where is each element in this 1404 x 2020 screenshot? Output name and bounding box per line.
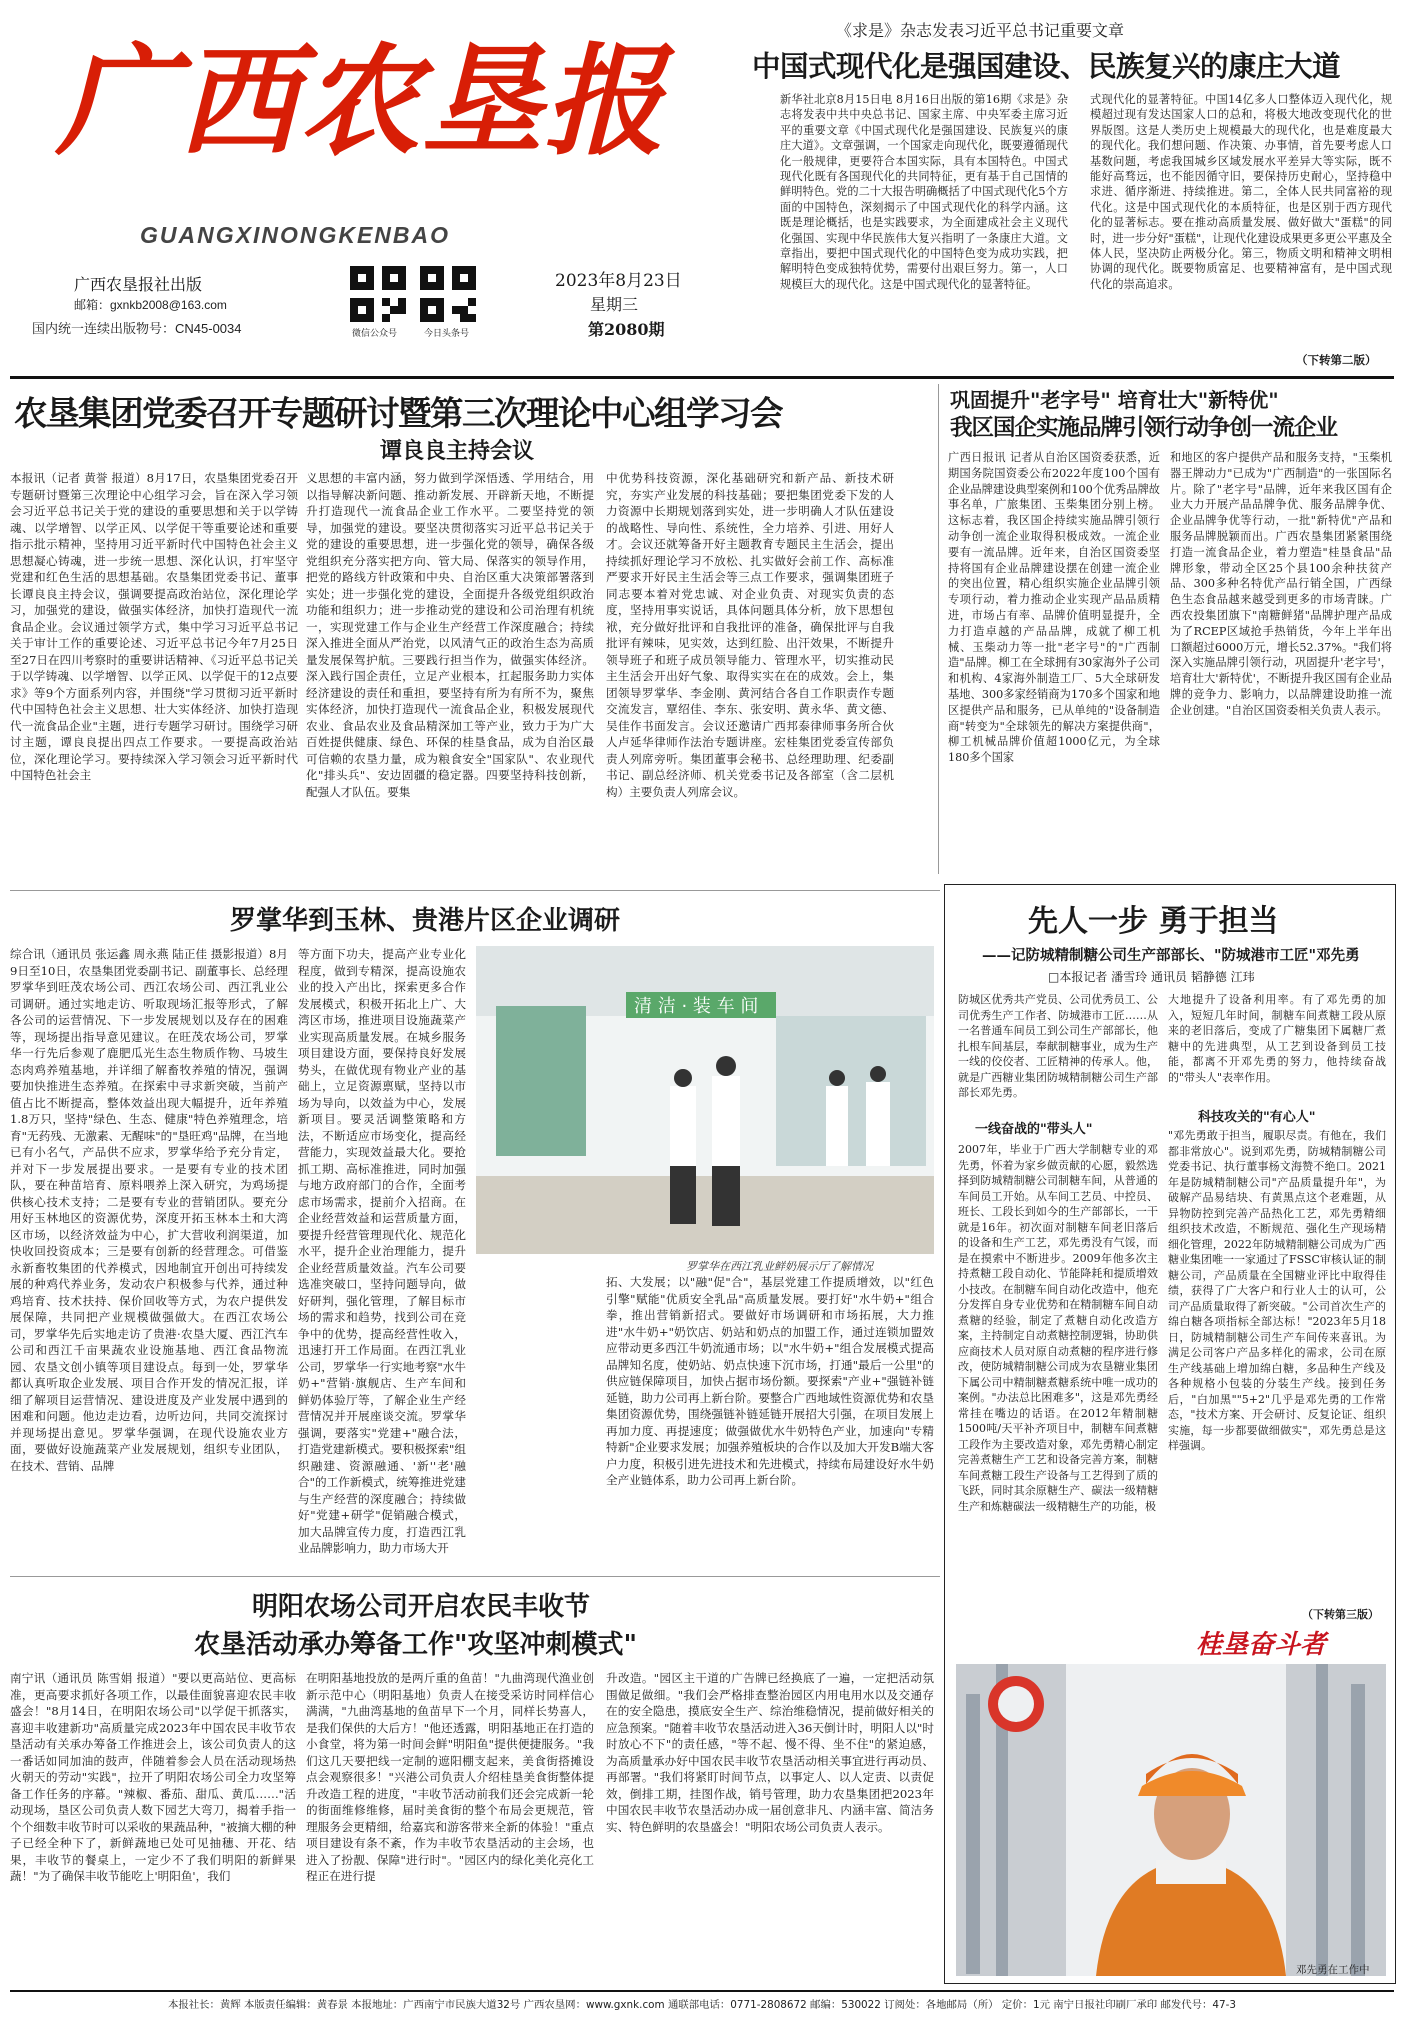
lead-col2: 式现代化的显著特征。中国14亿多人口整体迈入现代化，规模超过现有发达国家人口的总和，将极大地改变现代化的世界版图。这是人类历史上规模最大的现代化，也是难度最大的现代化。我们想问题、作决策、办事情，首先要考虑人口基数问题，考虑我国城乡区域发展水平差异大等实际，既不能好高骛远，也不能因循守旧，要保持历史耐心，坚持稳中求进、循序渐进、持续推进。第二，全体人民共同富裕的现代化。这是中国式现代化的本质特征，也是区别于西方现代化的显著标志。要在推动高质量发展、做好做大"蛋糕"的同时，进一步分好"蛋糕"，让现代化建设成果更多更公平惠及全体人民，坚决防止两极分化。第三，物质文明和精神文明相协调的现代化。既要物质富足、也要精神富有，是中国式现代化的崇高追求。 [1090,93,1392,291]
issue-date: 2023年8月23日 [555,271,682,291]
photo-worker-icon [956,1664,1386,1976]
a1-subhead: 谭良良主持会议 [380,438,535,464]
a1-col2: 义思想的丰富内涵，努力做到学深悟透、学用结合，用以指导解决新问题、推动新发展、开辟新天地，不断提升打造现代一流食品企业工作水平。二要坚持党的领导，加强党的建设。要坚决贯彻落实习近平总书记关于党的建设的重要思想，进一步强化党的领导，确保各级党组织充分落实把方向、管大局、保落实的领导作用，把党的路线方针政策和中央、自治区重大决策部署落到实处；进一步强化党的建设，全面提升各级党组织政治功能和组织力；进一步推动党的建设和公司治理有机统一，实现党建工作与企业生产经营工作深度融合；持续深入推进全面从严治党，以风清气正的政治生态为高质量发展保驾护航。三要践行担当作为，做强实体经济。深入践行国企责任，立足产业根本，扛起服务助力实体经济建设的责任和重担，要坚持有所为有所不为，聚焦实体经济，加快打造现代一流食品企业，积极发展现代农业、食品农业及食品精深加工等产业，致力于为广大百姓提供健康、绿色、环保的桂垦食品，成为自治区最可信赖的农垦力量，成为粮食安全"国家队"、农业现代化"排头兵"、安边固疆的稳定器。四要坚持科技创新，配强人才队伍。要集 [306,471,594,799]
a2-subhead: 我区国企实施品牌引领行动争创一流企业 [950,415,1338,441]
a3-headline[interactable]: 罗掌华到玉林、贵港片区企业调研 [230,906,621,936]
a4-subhead: ——记防城精制糖公司生产部部长、"防城港市工匠"邓先勇 [982,947,1360,964]
a5-headline-1[interactable]: 明阳农场公司开启农民丰收节 [252,1592,591,1622]
a3-col3: 拓、大发展；以"融"促"合"，基层党建工作提质增效，以"红色引擎"赋能"优质安全乳品"高质量发展。要打好"水牛奶+"组合拳，推出营销新招式。要做好市场调研和市场拓展，大力推进"水牛奶+"奶饮店、奶站和奶点的加盟工作，通过连锁加盟效应带动更多西江牛奶流通市场；以"水牛奶+"组合发展模式提高品牌知名度，使奶站、奶点快速下沉市场，打通"最后一公里"的供应链保障项目，加快占据市场份额。要探索"产业+"强链补链延链，助力公司再上新台阶。要整合广西地域性资源优势和农垦集团资源优势，围绕强链补链延链开展招大引强，在项目发展上再加力度、再提速度；做强做优水牛奶特色产业，加速向"专精特新"企业要求发展；加强养殖板块的合作以及加大开发B端大客户力度，积极引进先进技术和先进模式，持续布局建设好水牛奶全产业链体系，助力公司再上新台阶。 [606,1275,934,1487]
email: 邮箱：gxnkb2008@163.com [74,298,227,312]
a4-continued[interactable]: （下转第三版） [1302,1608,1379,1621]
svg-text:清 洁 · 装 车 间: 清 洁 · 装 车 间 [634,996,759,1017]
a4-col1: 2007年，毕业于广西大学制糖专业的邓先勇，怀着为家乡做贡献的心愿，毅然选择到防城精制糖公司制糖车间，从普通的车间员工开始。从车间工艺员、中控员、班长、工段长到如今的生产部部长，一干就是16年。初次面对制糖车间老旧落后的设备和生产工艺，邓先勇没有气馁，而是在摸索中不断进步。2009年他多次主持煮糖工段自动化、节能降耗和提质增效小技改。在制糖车间自动化改造中，他充分发挥自身专业优势和在精制糖车间自动煮糖的经验，制定了煮糖自动化改造方案，主持制定自动煮糖控制逻辑，协助供应商技术人员对原自动煮糖的程序进行修改，使防城精制糖公司成为农垦糖业集团下属公司中精制糖煮糖系统中唯一成功的案例。"办法总比困难多"，这是邓先勇经常挂在嘴边的话语。在2012年精制糖1500吨/天平补齐项目中，制糖车间煮糖工段作为主要改造对象，邓先勇精心制定完善煮糖生产工艺和设备完善方案，制糖车间煮糖工段生产设备与工艺得到了质的飞跃，同时其余原糖生产、碳法一级精糖生产和炼糖碳法一级精糖生产的功能，极 [958,1143,1158,1513]
issue-number: 第2080期 [588,320,665,339]
a5-col3: 升改造。"园区主干道的广告牌已经换底了一遍，一定把活动氛围做足做细。"我们会严格排查整治园区内用电用水以及交通存在的安全隐患，摸底安全生产、综治维稳情况，提前做好相关的应急预案。"随着丰收节农垦活动进入36天倒计时，明阳人以"时时放心不下"的责任感，"等不起、慢不得、坐不住"的紧迫感，为高质量承办好中国农民丰收节农垦活动相关事宜进行再动员、再部署。"我们将紧盯时间节点，以事定人、以人定责、以责促效，倒排工期，挂图作战，销号管理，助力农垦集团把2023年中国农民丰收节农垦活动办成一届创意非凡、内涵丰富、简洁务实、特色鲜明的农垦盛会！"明阳农场公司负责人表示。 [606,1671,934,1834]
a4-col2: "邓先勇敢于担当，履职尽责。有他在，我们都非常放心"。说到邓先勇，防城精制糖公司党委书记、执行董事杨文海赞不绝口。2021年是防城精制糖公司"产品质量提升年"，为破解产品易结块、有黄黑点这个老难题，从异物防控到完善产品热化工艺，邓先勇精细组织技术改造，不断规范、强化生产现场精细化管理，2022年防城精制糖公司成为广西糖业集团唯一一家通过了FSSC审核认证的制糖公司，产品质量在全国糖业评比中取得佳绩，获得了广大客户和行业人士的认可，公司产品质量取得了新突破。"公司首次生产的绵白糖各项指标全部达标！"2023年5月18日，防城精制糖公司生产车间传来喜讯。为满足公司客户产品多样化的需求，公司在原生产线基础上增加绵白糖，多品种生产线及各种规格小包装的分装生产线。接到任务后，"白加黑""5+2"几乎是邓先勇的工作常态，"技术方案、开会研讨、反复论证、组织实施，每一步都要做细做实"，邓先勇总是这样强调。 [1168,1129,1386,1452]
qr-code-icon [420,266,476,322]
lead-headline[interactable]: 中国式现代化是强国建设、民族复兴的康庄大道 [752,50,1341,83]
a4-subheading-2: 科技攻关的"有心人" [1198,1110,1316,1125]
a1-col3: 中优势科技资源，深化基础研究和新产品、新技术研究，夯实产业发展的科技基础；要把集团党委下发的人力资源中长期规划落到实处，进一步明确人才队伍建设的战略性、导向性、系统性，全力培养、引进、用好人才。会议还就筹备开好主题教育专题民主生活会，提出持续抓好理论学习不放松、扎实做好会前工作、高标准严要求开好民主生活会等三点工作要求，强调集团班子同志要本着对党忠诚、对企业负责、对现实负责的态度，坚持用事实说话，具体问题具体分析，放下思想包袱，充分做好批评和自我批评的准备，确保批评与自我批评有辣味，见实效，达到红脸、出汗效果，不断提升领导班子和班子成员领导能力、管理水平，切实推动民主生活会开出好气象、取得实实在在的成效。会上，集团领导罗掌华、李金刚、黄河结合各自工作职责作专题交流发言，覃绍佳、李东、张安明、黄永华、黄文德、吴佳作书面发言。会议还邀请广西邦泰律师事务所合伙人卢延华律师作法治专题讲座。宏桂集团党委宣传部负责人列席旁听。集团董事会秘书、总经理助理、纪委副书记、副总经济师、机关党委书记及各部室（含二层机构）主要负责人列席会议。 [606,471,894,799]
qr-wechat[interactable] [350,266,406,322]
lead-continued[interactable]: （下转第二版） [1296,353,1377,367]
h-rule-lower [10,1576,940,1577]
a2-headline[interactable]: 巩固提升"老字号" 培育壮大"新特优" [950,388,1279,412]
a4-column-logo: 桂垦奋斗者 [1196,1630,1327,1660]
a3-col2b [298,1274,598,1564]
a3-col1: 综合讯（通讯员 张运鑫 周永燕 陆正佳 摄影报道）8月9日至10日，农垦集团党委副书记、副董事长、总经理罗掌华到旺茂农场公司、西江农场公司、西江乳业公司调研。通过实地走访、听取现场汇报等形式，了解各公司的运营情况、下一步发展规划以及存在的困难等，现场提出指导意见建议。在旺茂农场公司，罗掌华一行先后参观了鹿肥瓜光生态生物质作物、马坡生态肉鸡养殖基地，并详细了解畜牧养殖的情况，强调要加快推进生态养殖。在探索中寻求新突破，当前产值占比不断提高，整体效益出现大幅提升，近年养殖1.8万只，坚持"绿色、生态、健康"特色养殖理念，培育"无药残、无激素、无醒味"的"垦旺鸡"品牌，在当地已有小名气，产品供不应求，罗掌华给予充分肯定，并对下一步发展提出要求。一是要有专业的技术团队，要在种苗培育、原料喂养上深入研究，为鸡场提供核心技术支持；二是要有专业的营销团队。要充分用好玉林地区的资源优势，深度开拓玉林本土和大湾区市场，以经济效益为中心，扩大营收利润渠道，加快收回投资成本；三是要有创新的经营理念。可借鉴永新畜牧集团的代养模式，因地制宜开创出可持续发展的种鸡代养业务，发动农户积极参与代养，通过种鸡培育、技术扶持、保价回收等方式，为农户提供发展保障，共同把产业规模做强做大。在西江农场公司，罗掌华先后实地走访了贵港·农垦大厦、西江汽车公司和西江千亩果蔬农业设施基地、西江食品物流园、农垦文创小镇等项目建设点。每到一处，罗掌华都认真听取企业发展、项目合作开发的情况汇报，详细了解项目运营情况、建设进度及产业发展中遇到的困难和问题。他边走边看，边听边问，共同交流探讨并现场提出意见。罗掌华强调，在现代设施农业方面，要做好设施蔬菜产业发展规划，组织专业团队，在技术、营销、品牌 [10,947,288,1473]
a4-subheading-1: 一线奋战的"带头人" [975,1122,1093,1137]
qr-code-icon [350,266,406,322]
photo-visit-icon [476,946,934,1254]
issue-weekday: 星期三 [590,295,639,314]
a4-intro-left: 防城区优秀共产党员、公司优秀员工、公司优秀生产工作者、防城港市工匠……从一名普通车间员工到公司生产部部长，他扎根车间基层，奉献制糖事业，成为生产一线的佼佼者、工匠精神的传承人。他，就是广西糖业集团防城精制糖公司生产部部长邓先勇。 [958,993,1158,1099]
a4-headline[interactable]: 先人一步 勇于担当 [1028,904,1279,939]
a4-photo[interactable] [956,1664,1386,1976]
footer-rule [10,1990,1394,1992]
masthead-rule [10,376,1394,379]
a3-photo-caption: 罗掌华在西江乳业鲜奶展示厅了解情况 [686,1260,873,1273]
a1-col1: 本报讯（记者 黄誉 报道）8月17日，农垦集团党委召开专题研讨暨第三次理论中心组学习会，旨在深入学习领会习近平总书记关于党的建设的重要思想和关于以学铸魂、以学增智、以学正风、以学促干等重要论述和重要指示批示精神，坚持用习近平新时代中国特色社会主义思想凝心铸魂，进一步统一思想、深化认识，打牢坚守党建和红色生活的思想基础。农垦集团党委书记、董事长谭良良主持会议，强调要提高政治站位，深化理论学习，加强党的建设，做强实体经济，加快打造现代一流食品企业。会议通过领学方式，集中学习习近平总书记关于审计工作的重要论述、习近平总书记今年7月25日至27日在四川考察时的重要讲话精神、《习近平总书记关于以学铸魂、以学增智、以学正风、以学促干的12点要求》等9个方面系列内容，并围绕"学习贯彻习近平新时代中国特色社会主义思想、壮大实体经济、加快打造现代一流食品企业"主题，进行专题学习研讨。围绕学习研讨主题，谭良良提出四点工作要求。一要提高政治站位，深化理论学习。要持续深入学习领会习近平新时代中国特色社会主 [10,471,298,782]
qr-toutiao[interactable] [420,266,476,322]
qr-toutiao-label: 今日头条号 [424,328,470,338]
a2-col2: 和地区的客户提供产品和服务支持，"玉柴机器王牌动力"已成为"广西制造"的一张国际名片。除了"老字号"品牌，近年来我区国有企业大力开展产品品牌争优、服务品牌争优、企业品牌争优等行动，一批"新特优"产品和服务品牌脱颖而出。广西农垦集团紧紧围绕打造一流食品企业，着力塑造"桂垦食品"品牌形象，带动全区25个县100余种扶贫产品、300多种名特优产品行销全国，广西绿色生态食品越来越受到更多的市场青睐。广西农投集团旗下"南糖鲜猪"品牌护理产品成为了RCEP区域抢手热销货，今年上半年出口额超过6000万元，增长52.37%。"我们将深入实施品牌引领行动，巩固提升'老字号'，培育壮大'新特优'，不断提升我区国有企业品牌的竞争力、影响力，以品牌建设助推一流企业创建。"自治区国资委相关负责人表示。 [1170,451,1392,717]
a4-intro-right: 大地提升了设备利用率。有了邓先勇的加入，短短几年时间，制糖车间煮糖工段从原来的老旧落后，变成了广糖集团下属糖厂煮糖中的先进典型，从工艺到设备到员工技能，都离不开邓先勇的努力，他持续奋战的"带头人"表率作用。 [1168,993,1386,1084]
a4-byline: □本报记者 潘雪玲 通讯员 韬静德 江玮 [1048,970,1255,984]
a5-col2: 在明阳基地投放的是两斤重的鱼苗！"九曲湾现代渔业创新示范中心（明阳基地）负责人在接受采访时同样信心满满，"九曲湾基地的鱼苗早下一个月，同样长势喜人，是我们保供的大后方！"他还透露，明阳基地正在打造的小食堂，将为第一时间会鲜"明阳鱼"提供便捷服务。"我们这几天要把线一定制的遮阳棚支起来，美食街搭摊设点会观察很多！"兴港公司负责人介绍桂垦美食街整体提升改造工程的进度，"丰收节活动前我们还会完成新一轮的街面维修维修，届时美食街的整个布局会更规范，管理服务会更精细，给嘉宾和游客带来全新的体验！"重点项目建设有条不紊，作为丰收节农垦活动的主会场，也进入了扮靓、保障"进行时"。"园区内的绿化美化亮化工程正在进行提 [306,1671,594,1883]
a1-headline[interactable]: 农垦集团党委召开专题研讨暨第三次理论中心组学习会 [14,394,782,433]
a4-photo-caption: 邓先勇在工作中 [1296,1964,1370,1976]
a3-col2: 等方面下功夫，提高产业专业化程度，做到专精深，提高设施农业的投入产出比，探索更多合作发展模式，积极开拓北上广、大湾区市场，推进项目设施蔬菜产业实现高质量发展。在城乡服务项目建设方面，要保持良好发展势头，在做优现有物业产业的基础上，立足资源禀赋，坚持以市场为导向，以效益为中心，发展新项目。要灵活调整策略和方法，不断适应市场变化，提高经营能力，实现效益最大化。要抢抓工期、高标准推进，同时加强与地方政府部门的合作，全面考虑市场需求，提前介入招商。在企业经营效益和运营质量方面，要提升经营管理现代化、规范化水平，提升企业治理能力，提升企业经营质量效益。汽车公司要选准突破口，坚持问题导向，做好研判，强化管理，了解目标市场的需求和趋势，找到公司在竞争中的优势，提高经营性收入，迅速打开工作局面。在西江乳业公司，罗掌华一行实地考察"水牛奶+"营销·旗舰店、生产车间和鲜奶体验厅等，了解企业生产经营情况并开展座谈交流。罗掌华强调，要落实"党建+"融合法，打造党建新模式。要积极探索"组织融建、资源融通、'新''老'融合"的工作新模式，统筹推进党建与生产经营的深度融合；持续做好"党建+研学"促销融合模式，加大品牌宣传力度，打造西江乳业品牌影响力，助力市场大开 [298,947,466,1555]
lead-kicker: 《求是》杂志发表习近平总书记重要文章 [836,21,1125,40]
cn-number: 国内统一连续出版物号：CN45-0034 [32,321,242,336]
a3-photo[interactable] [476,946,934,1254]
h-rule-mid [10,890,940,891]
a5-headline-2[interactable]: 农垦活动承办筹备工作"攻坚冲刺模式" [194,1630,638,1660]
v-rule-top [938,384,939,874]
lead-col1: 新华社北京8月15日电 8月16日出版的第16期《求是》杂志将发表中共中央总书记、国家主席、中央军委主席习近平的重要文章《中国式现代化是强国建设、民族复兴的康庄大道》。文章强调，一个国家走向现代化，既要遵循现代化一般规律，更要符合本国实际，具有本国特色。中国式现代化既有各国现代化的共同特征，更有基于自己国情的鲜明特色。党的二十大报告明确概括了中国式现代化5个方面的中国特色，深刻揭示了中国式现代化的科学内涵。这既是理论概括，也是实践要求，为全面建成社会主义现代化强国、实现中华民族伟大复兴指明了一条康庄大道。文章指出，要把中国式现代化的中国特色变为成功实践，把解明特色变成独特优势，需要付出艰巨努力。第一，人口规模巨大的现代化。这是中国式现代化的显著特征。 [780,93,1068,291]
masthead-title: 广西农垦报 [56,31,666,172]
publisher: 广西农垦报社出版 [74,277,203,294]
masthead-pinyin: GUANGXINONGKENBAO [140,222,451,248]
footer-imprint: 本报社长：黄辉 本版责任编辑：黄春景 本报地址：广西南宁市民族大道32号 广西农垦网：www.gxnk.com 通联部电话：0771-2808672 邮编：530022 订阅处：各地邮局（所） 定价：1元 南宁日报社印刷厂承印 邮发代号：47-3 [167,1999,1237,2011]
qr-wechat-label: 微信公众号 [352,328,398,338]
a2-col1: 广西日报讯 记者从自治区国资委获悉，近期国务院国资委公布2022年度100个国有企业品牌建设典型案例和100个优秀品牌故事名单，广旅集团、玉柴集团分别上榜。这标志着，我区国企持续实施品牌引领行动争创一流企业取得积极成效。一流企业要有一流品牌。近年来，自治区国资委坚持将国有企业品牌建设摆在创建一流企业的突出位置，精心组织实施企业品牌引领专项行动，着力推动企业实现产品品质精进，市场占有率、品牌价值明显提升，全力打造卓越的产品品牌，成就了柳工机械、玉柴动力等一批"老字号"的"广西制造"品牌。柳工在全球拥有30家海外子公司和机构、4家海外制造工厂、5大全球研发基地、300多家经销商为170多个国家和地区提供产品和服务，已从单纯的"设备制造商"转变为"全球领先的解决方案提供商"，柳工机械品牌价值超1000亿元，为全球180多个国家 [948,451,1160,765]
a5-col1: 南宁讯（通讯员 陈雪娟 报道）"要以更高站位、更高标准，更高要求抓好各项工作，以最佳面貌喜迎农民丰收盛会！"8月14日，在明阳农场公司"以学促干抓落实，喜迎丰收建新功"高质量完成2023年中国农民丰收节农垦活动有关承办筹备工作推进会上，该公司负责人的这一番话如同加油的鼓声，伴随着参会人员在活动现场热火朝天的劳动"实践"，拉开了明阳农场公司全力攻坚筹备工作任务的序幕。"辣椒、番茄、甜瓜、黄瓜……"活动现场，垦区公司负责人数下园艺大弯刀，揭着手指一个个细数丰收节时可以采收的果蔬品种，"被摘大棚的种子已经全种下了，新鲜蔬地已处可见抽穗、开花、结果，丰收节的餐桌上，一定少不了我们明阳的新鲜果蔬！"为了确保丰收节能吃上'明阳鱼'，我们 [10,1671,296,1883]
